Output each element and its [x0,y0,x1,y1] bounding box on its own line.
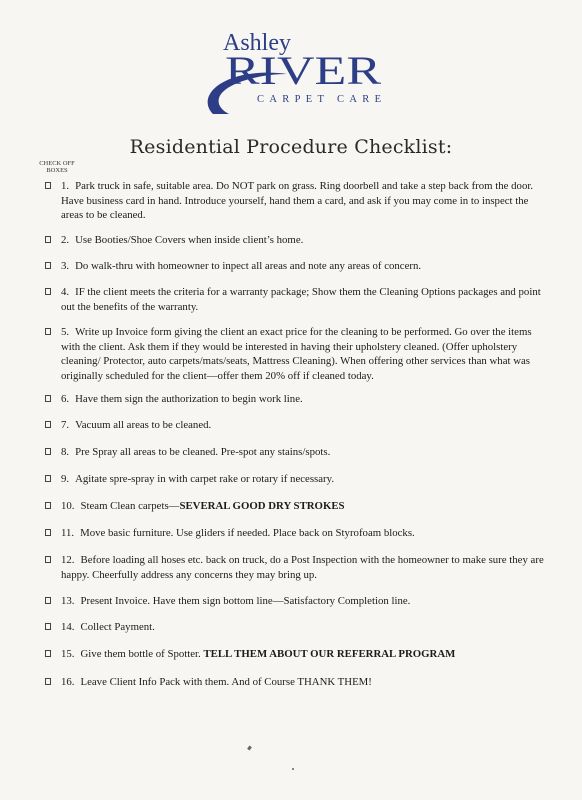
item-text: Have them sign the authorization to begin work line. [75,393,303,405]
item-text: Move basic furniture. Use gliders if needed. Place back on Styrofoam blocks. [80,527,415,539]
check-box[interactable] [45,262,51,269]
item-number: 7. [61,419,70,431]
item-emphasis: TELL THEM ABOUT OUR REFERRAL PROGRAM [203,648,456,660]
item-number: 16. [61,676,75,688]
item-number: 3. [61,260,70,272]
item-number: 8. [61,446,70,458]
item-text: Agitate spre-spray in with carpet rake or rotary if necessary. [75,473,335,485]
check-box[interactable] [45,475,51,482]
scan-speck [292,768,294,770]
checkoff-label-line-1: CHECK OFF [39,160,75,167]
check-box[interactable] [45,421,51,428]
item-text: Vacuum all areas to be cleaned. [75,419,212,431]
item-text: Use Booties/Shoe Covers when inside client’s home. [75,234,304,246]
item-number: 11. [61,527,75,539]
item-number: 9. [61,473,70,485]
check-box[interactable] [45,556,51,563]
check-box[interactable] [45,597,51,604]
item-number: 2. [61,234,70,246]
check-box[interactable] [45,502,51,509]
item-number: 6. [61,393,70,405]
item-emphasis: SEVERAL GOOD DRY STROKES [179,500,345,512]
check-box[interactable] [45,448,51,455]
item-number: 1. [61,180,70,192]
logo-ashley: Ashley [223,30,291,56]
item-text: Before loading all hoses etc. back on truck, do a Post Inspection with the homeowner to make sure they are happy. Cheerfully address any concerns they may bring up. [61,554,544,581]
item-text: Present Invoice. Have them sign bottom line—Satisfactory Completion line. [80,595,411,607]
item-number: 15. [61,648,75,660]
check-box[interactable] [45,328,51,335]
check-box[interactable] [45,288,51,295]
item-text: Pre Spray all areas to be cleaned. Pre-spot any stains/spots. [75,446,331,458]
item-text: Write up Invoice form giving the client an exact price for the cleaning to be performed. Go over the items with the client. Ask them if they would be interested in having their upholstery cleaned. (Offer upholstery cleaning/ Protector, auto carpets/mats/seats, Mattress Cleaning). When offering other services than what was originally scheduled for the client—offer them 20% off if cleaned today. [61,326,532,382]
check-box[interactable] [45,529,51,536]
checkoff-label-line-2: BOXES [46,167,68,174]
item-text: Give them bottle of Spotter. [80,648,204,660]
check-box[interactable] [45,395,51,402]
check-box[interactable] [45,650,51,657]
item-number: 4. [61,286,70,298]
item-number: 14. [61,621,75,633]
item-text: Steam Clean carpets— [80,500,180,512]
company-logo [195,28,395,123]
item-text: Leave Client Info Pack with them. And of Course THANK THEM! [80,676,372,688]
check-box[interactable] [45,182,51,189]
item-number: 5. [61,326,70,338]
check-box[interactable] [45,236,51,243]
item-number: 13. [61,595,75,607]
scan-speck [247,746,252,751]
item-text: Park truck in safe, suitable area. Do NOT park on grass. Ring doorbell and take a step back from the door. Have business card in hand. Introduce yourself, hand them a card, and ask if you may come in to inspect the areas to be cleaned. [61,180,534,221]
item-text: Collect Payment. [80,621,155,633]
item-number: 12. [61,554,75,566]
check-box[interactable] [45,623,51,630]
item-text: Do walk-thru with homeowner to inpect all areas and note any areas of concern. [75,260,422,272]
logo-graphic [195,28,395,123]
check-box[interactable] [45,678,51,685]
page-title: Residential Procedure Checklist: [129,136,453,158]
logo-river: RIVER [225,48,382,93]
item-number: 10. [61,500,75,512]
item-text: IF the client meets the criteria for a warranty package; Show them the Cleaning Options packages and point out the benefits of the warranty. [61,286,541,313]
checkoff-label [34,160,80,174]
logo-carpet-care: CARPET CARE [257,94,381,105]
